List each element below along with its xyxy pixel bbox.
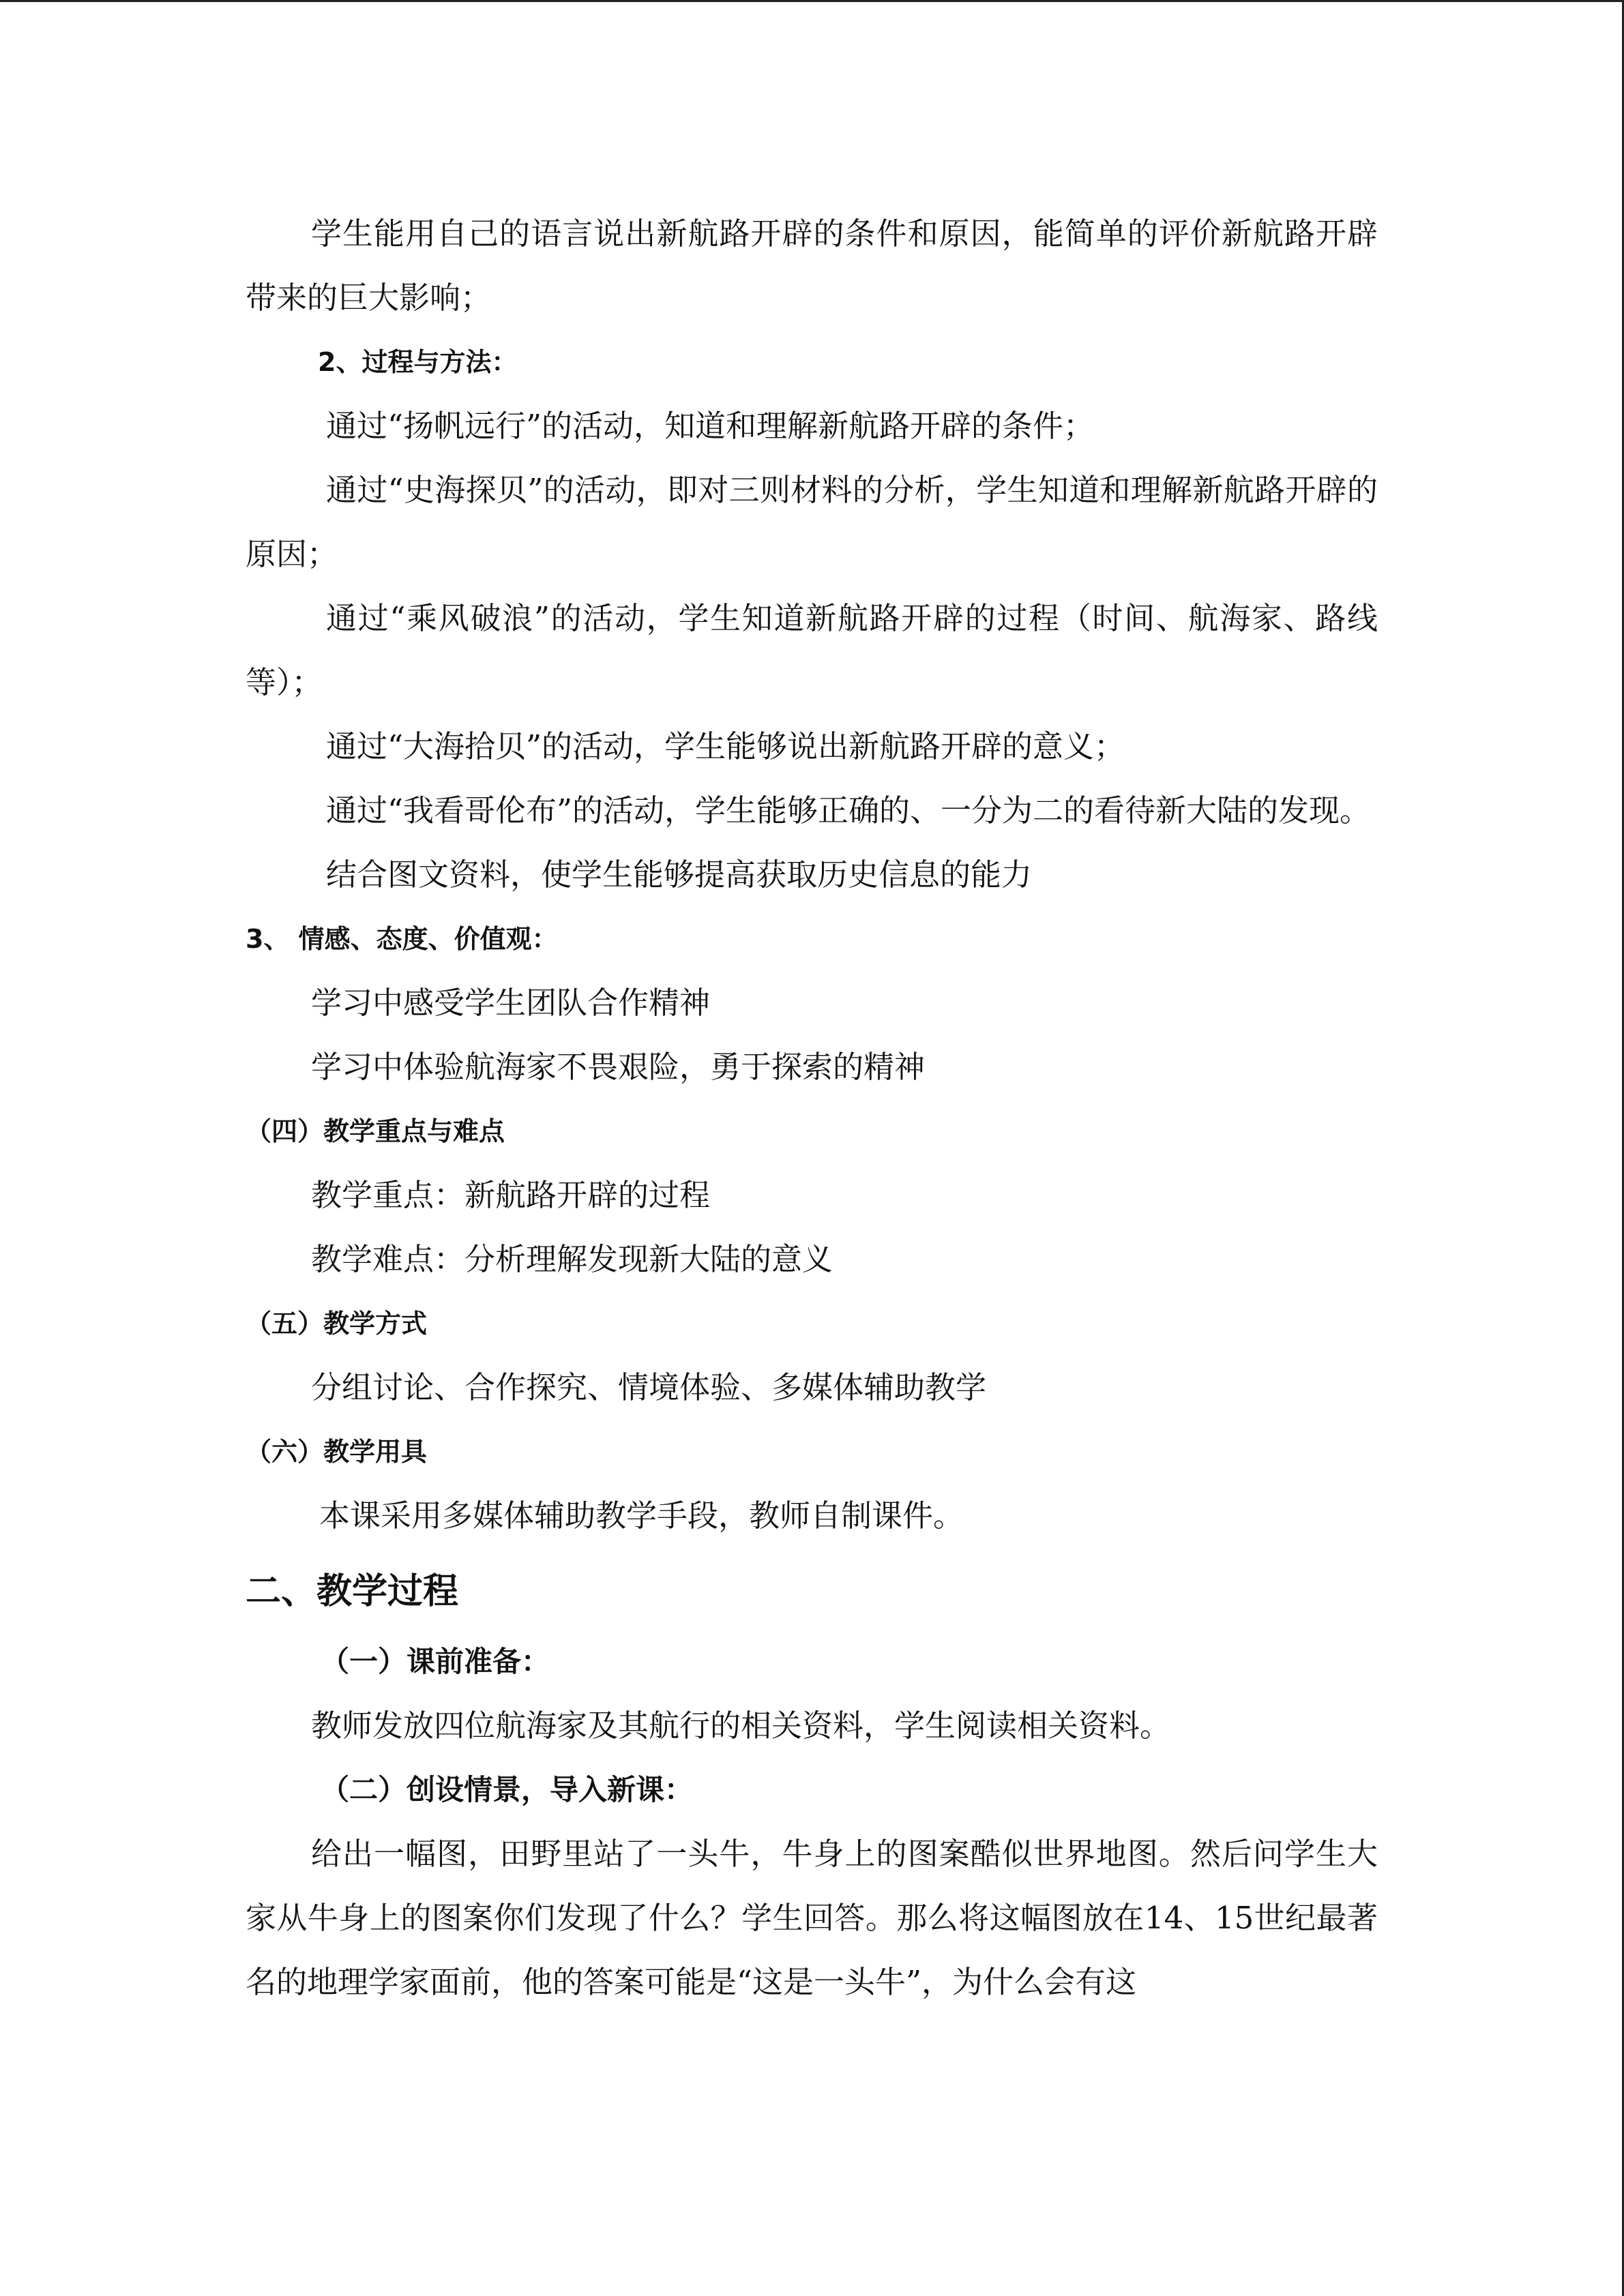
heading-introduction: （二）创设情景，导入新课： [321,1773,694,1806]
heading-emotion-values: 3、 情感、态度、价值观： [246,924,558,954]
heading-key-points: （四）教学重点与难点 [246,1116,505,1146]
paragraph-explorer-spirit: 学习中体验航海家不畏艰险，勇于探索的精神 [311,1049,926,1085]
paragraph-objectives-knowledge: 学生能用自己的语言说出新航路开辟的条件和原因，能简单的评价新航路开辟带来的巨大影响； [246,215,1378,316]
paragraph-image-text-material: 结合图文资料，使学生能够提高获取历史信息的能力 [326,856,1033,893]
heading-teaching-tools: （六）教学用具 [246,1437,428,1467]
heading-teaching-process: 二、教学过程 [246,1571,459,1612]
paragraph-activity-sea-shells: 通过“大海拾贝”的活动，学生能够说出新航路开辟的意义； [326,728,1125,764]
paragraph-teaching-method: 分组讨论、合作探究、情境体验、多媒体辅助教学 [311,1369,987,1405]
paragraph-teaching-tools: 本课采用多媒体辅助教学手段，教师自制课件。 [319,1497,964,1534]
paragraph-preparation: 教师发放四位航海家及其航行的相关资料，学生阅读相关资料。 [311,1708,1171,1744]
document-body [246,202,1378,2014]
paragraph-difficult-point: 教学难点：分析理解发现新大陆的意义 [311,1241,833,1277]
paragraph-activity-columbus: 通过“我看哥伦布”的活动，学生能够正确的、一分为二的看待新大陆的发现。 [326,792,1371,829]
paragraph-introduction: 给出一幅图，田野里站了一头牛，牛身上的图案酷似世界地图。然后问学生大家从牛身上的图案你们发现了什么？学生回答。那么将这幅图放在14、15世纪最著名的地理学家面前，他的答案可能是“这是一头牛”，为什么会有这 [246,1836,1378,2000]
paragraph-activity-sail: 通过“扬帆远行”的活动，知道和理解新航路开辟的条件； [326,408,1095,444]
heading-teaching-method: （五）教学方式 [246,1309,428,1339]
heading-process-methods: 2、过程与方法： [318,347,518,377]
paragraph-teamwork: 学习中感受学生团队合作精神 [311,985,711,1021]
heading-preparation: （一）课前准备： [321,1645,550,1678]
paragraph-activity-ride-wind: 通过“乘风破浪”的活动，学生知道新航路开辟的过程（时间、航海家、路线等）； [246,600,1378,700]
paragraph-activity-history-sea: 通过“史海探贝”的活动，即对三则材料的分析，学生知道和理解新航路开辟的原因； [246,472,1378,572]
paragraph-key-point: 教学重点：新航路开辟的过程 [311,1177,711,1213]
